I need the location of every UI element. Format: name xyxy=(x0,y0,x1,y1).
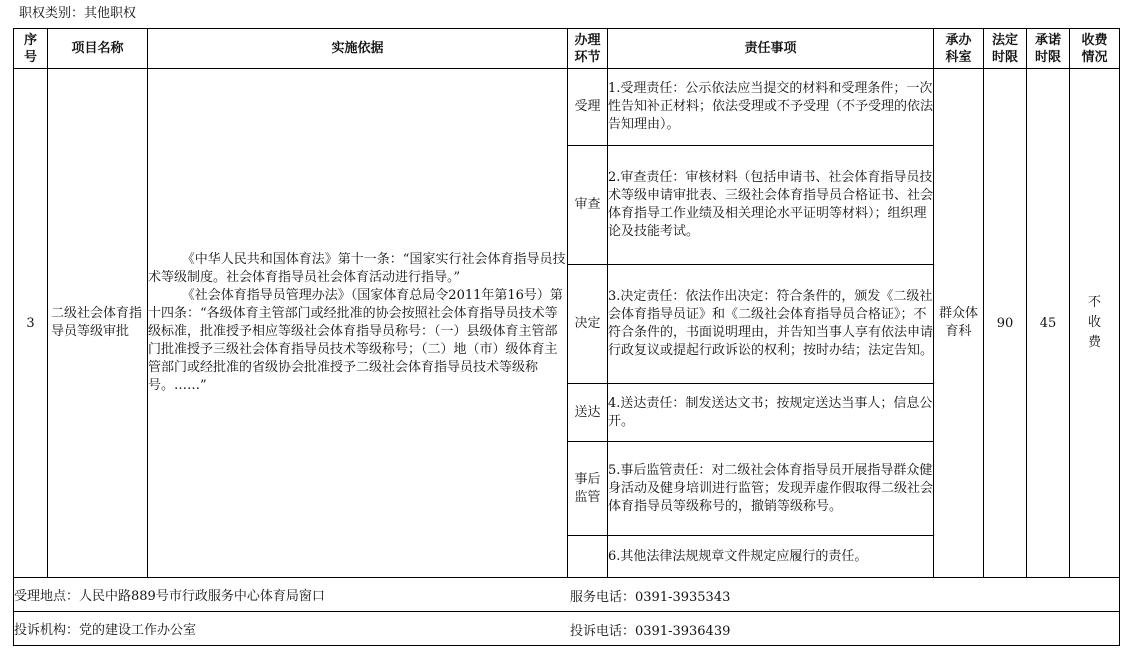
service-phone: 服务电话：0391-3935343 xyxy=(570,590,731,605)
header-dept: 承办科室 xyxy=(934,29,984,69)
duty-cell: 5.事后监管责任：对二级社会体育指导员开展指导群众健身活动及健身培训进行监管；发现弄虚作假取得二级社会体育指导员等级称号的，撤销等级称号。 xyxy=(608,442,934,536)
footer-row-location xyxy=(14,578,1120,612)
header-stage: 办理环节 xyxy=(568,29,608,69)
authority-category: 职权类别：其他职权 xyxy=(19,6,137,21)
duty-cell: 1.受理责任：公示依法应当提交的材料和受理条件；一次性告知补正材料；依法受理或不予受理（不予受理的依法告知理由）。 xyxy=(608,69,934,146)
legal-time-limit: 90 xyxy=(984,69,1027,578)
footer-complaint-cell xyxy=(14,612,1120,646)
duty-cell: 2.审查责任：审核材料（包括申请书、社会体育指导员技术等级申请审批表、三级社会体育指导员合格证书、社会体育指导工作业绩及相关理论水平证明等材料）；组织理论及技能考试。 xyxy=(608,146,934,265)
complaint-organization: 投诉机构：党的建设工作办公室 xyxy=(14,623,197,638)
duty-cell: 3.决定责任：依法作出决定：符合条件的，颁发《二级社会体育指导员证》和《二级社会体育指导员合格证》；不符合条件的，书面说明理由，并告知当事人享有依法申请行政复议或提起行政诉讼的权利；按时办结；法定告知。 xyxy=(608,265,934,384)
project-name: 二级社会体育指导员等级审批 xyxy=(48,69,148,578)
undertaking-dept: 群众体育科 xyxy=(934,69,984,578)
acceptance-location: 受理地点：人民中路889号市行政服务中心体育局窗口 xyxy=(14,589,325,604)
header-basis: 实施依据 xyxy=(148,29,568,69)
header-seq: 序号 xyxy=(14,29,48,69)
table-header-row xyxy=(14,29,1120,69)
complaint-phone: 投诉电话：0391-3936439 xyxy=(570,624,731,639)
authority-table xyxy=(13,28,1120,646)
basis-paragraph-2: 《社会体育指导员管理办法》（国家体育总局令2011年第16号）第十四条：“各级体育主管部门或经批准的协会按照社会体育指导员技术等级标准，批准授予相应等级社会体育指导员称号：（一）县级体育主管部门批准授予三级社会体育指导员技术等级称号；（二）地（市）级体育主管部门或经批准的省级协会批准授予二级社会体育指导员技术等级称号。……” xyxy=(148,288,563,393)
stage-cell: 受理 xyxy=(568,69,608,146)
duty-cell: 4.送达责任：制发送达文书；按规定送达当事人；信息公开。 xyxy=(608,384,934,442)
implementation-basis xyxy=(148,69,568,578)
row-seq: 3 xyxy=(14,69,48,578)
header-duty: 责任事项 xyxy=(608,29,934,69)
footer-location-cell xyxy=(14,578,1120,612)
duty-cell: 6.其他法律法规规章文件规定应履行的责任。 xyxy=(608,536,934,578)
fee-status: 不收费 xyxy=(1070,69,1120,578)
table-row xyxy=(14,69,1120,146)
header-name: 项目名称 xyxy=(48,29,148,69)
header-promise-limit: 承诺时限 xyxy=(1027,29,1070,69)
stage-cell: 决定 xyxy=(568,265,608,384)
basis-paragraph-1: 《中华人民共和国体育法》第十一条：“国家实行社会体育指导员技术等级制度。社会体育指导员社会体育活动进行指导。” xyxy=(148,252,566,285)
stage-cell: 送达 xyxy=(568,384,608,442)
footer-row-complaint xyxy=(14,612,1120,646)
promised-time-limit: 45 xyxy=(1027,69,1070,578)
header-legal-limit: 法定时限 xyxy=(984,29,1027,69)
stage-cell: 事后监管 xyxy=(568,442,608,536)
stage-cell xyxy=(568,536,608,578)
header-fee: 收费情况 xyxy=(1070,29,1120,69)
stage-cell: 审查 xyxy=(568,146,608,265)
